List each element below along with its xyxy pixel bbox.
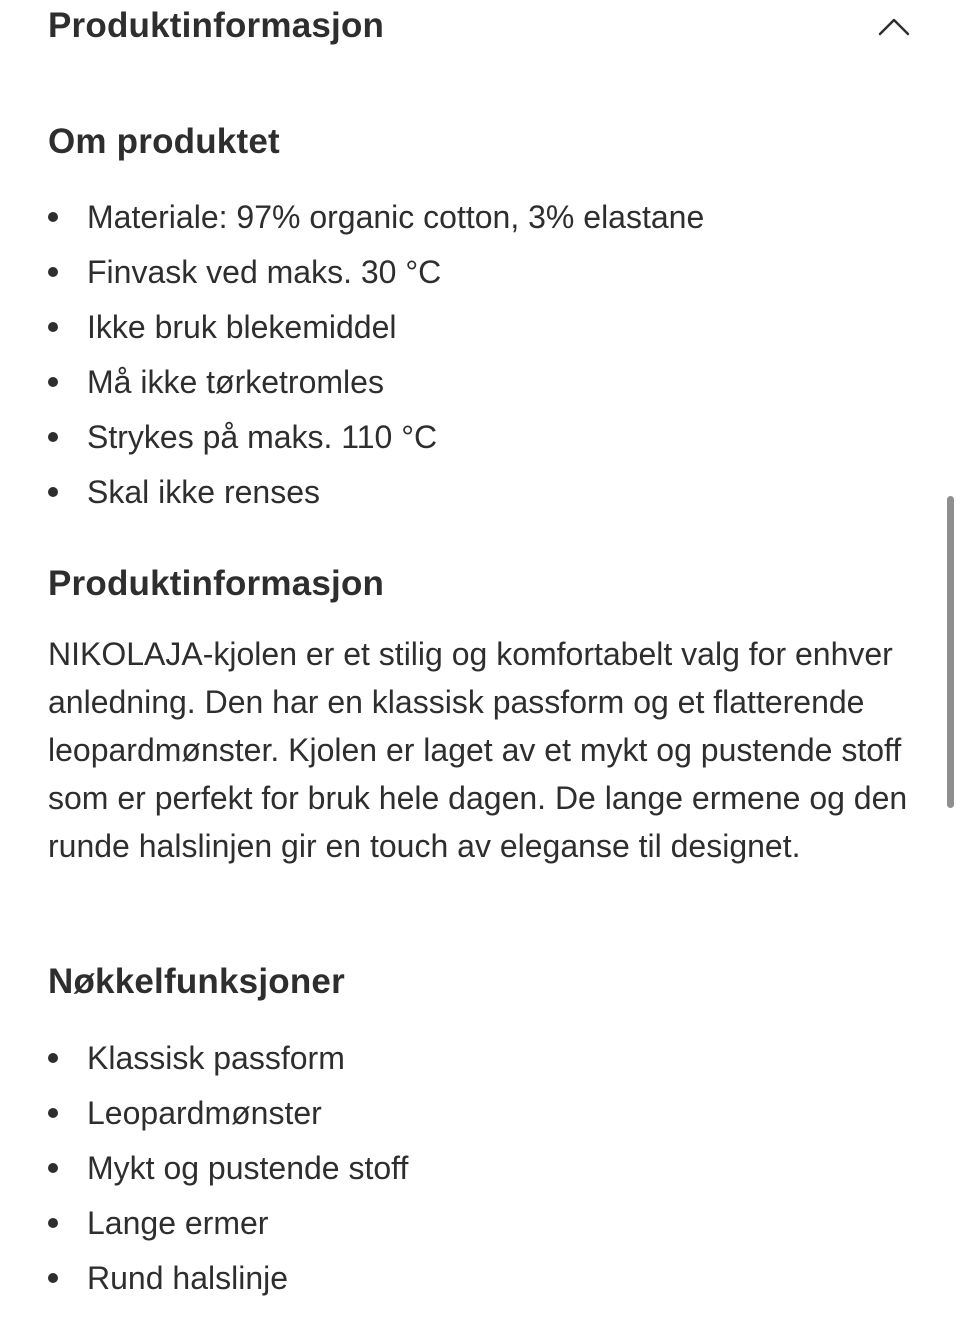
bullet-icon	[48, 267, 58, 277]
list-item: Materiale: 97% organic cotton, 3% elastane	[48, 190, 704, 245]
list-item: Finvask ved maks. 30 °C	[48, 245, 704, 300]
bullet-icon	[48, 212, 58, 222]
accordion-header-produktinformasjon[interactable]	[48, 0, 912, 56]
bullet-icon	[48, 1163, 58, 1173]
list-item: Må ikke tørketromles	[48, 355, 704, 410]
bullet-icon	[48, 1108, 58, 1118]
product-description: NIKOLAJA-kjolen er et stilig og komfortabelt valg for enhver anledning. Den har en klassisk passform og et flatterende leopardmønster. Kjolen er laget av et mykt og pustende stoff som er perfekt for bruk hele dagen. De lange ermene og den runde halslinjen gir en touch av eleganse til designet.	[48, 636, 908, 864]
bullet-icon	[48, 1218, 58, 1228]
bullet-icon	[48, 1053, 58, 1063]
section-heading-om-produktet: Om produktet	[48, 122, 280, 161]
key-features-list	[48, 1031, 408, 1306]
list-item: Skal ikke renses	[48, 465, 704, 520]
list-item: Strykes på maks. 110 °C	[48, 410, 704, 465]
section-heading-nokkelfunksjoner: Nøkkelfunksjoner	[48, 962, 345, 1001]
product-care-list	[48, 190, 704, 520]
bullet-icon	[48, 432, 58, 442]
scrollbar-thumb[interactable]	[947, 496, 954, 808]
list-item: Klassisk passform	[48, 1031, 408, 1086]
list-item: Lange ermer	[48, 1196, 408, 1251]
chevron-up-icon[interactable]	[876, 12, 912, 42]
list-item: Mykt og pustende stoff	[48, 1141, 408, 1196]
bullet-icon	[48, 322, 58, 332]
section-heading-produktinformasjon: Produktinformasjon	[48, 564, 385, 603]
bullet-icon	[48, 1273, 58, 1283]
bullet-icon	[48, 377, 58, 387]
list-item: Rund halslinje	[48, 1251, 408, 1306]
bullet-icon	[48, 487, 58, 497]
list-item: Ikke bruk blekemiddel	[48, 300, 704, 355]
accordion-title: Produktinformasjon	[48, 6, 385, 45]
list-item: Leopardmønster	[48, 1086, 408, 1141]
